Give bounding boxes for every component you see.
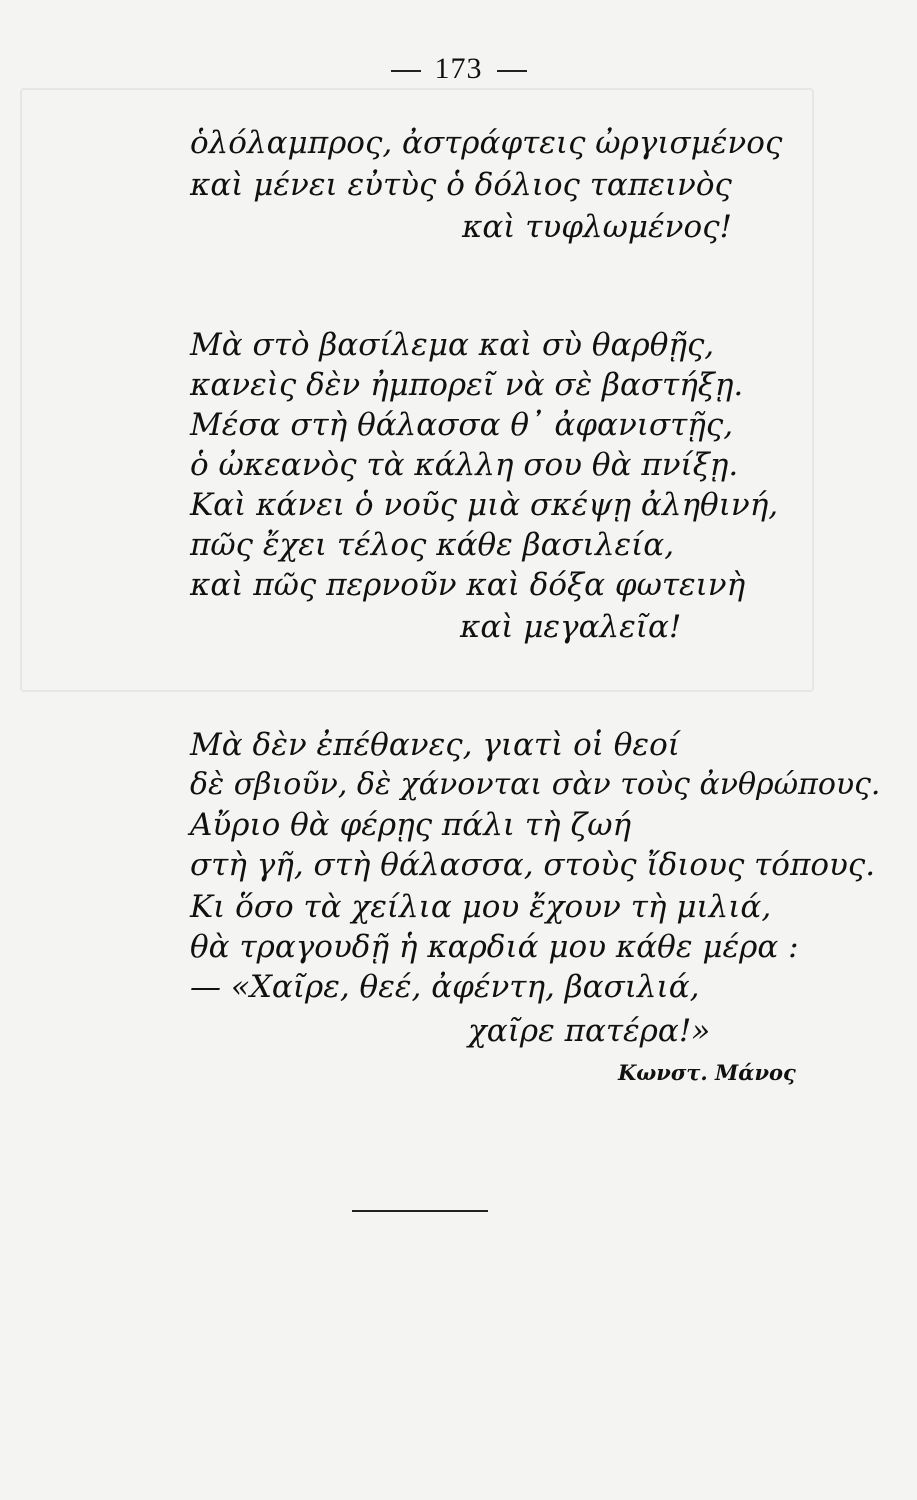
poem-line: Μὰ στὸ βασίλεμα καὶ σὺ θαρθῇς,: [190, 327, 715, 363]
poem-line: — «Χαῖρε, θεέ, ἀφέντη, βασιλιά,: [190, 969, 700, 1005]
poem-line: ὁ ὠκεανὸς τὰ κάλλη σου θὰ πνίξῃ.: [190, 447, 739, 483]
poem-line: θὰ τραγουδῇ ἡ καρδιά μου κάθε μέρα :: [190, 929, 799, 965]
poem-line: ὁλόλαμπρος, ἀστράφτεις ὠργισμένος: [190, 125, 783, 161]
page-number: [0, 52, 917, 86]
poem-line: καὶ πῶς περνοῦν καὶ δόξα φωτεινὴ: [190, 567, 746, 603]
author-signature: Κωνστ. Μάνος: [618, 1060, 796, 1085]
poem-line: καὶ μεγαλεῖα!: [460, 609, 682, 645]
poem-line: Μὰ δὲν ἐπέθανες, γιατὶ οἱ θεοί: [190, 727, 680, 763]
poem-line: χαῖρε πατέρα!»: [468, 1013, 711, 1049]
section-rule: [352, 1210, 488, 1212]
page-number-value: 173: [434, 52, 483, 85]
poem-line: Μέσα στὴ θάλασσα θ᾿ ἀφανιστῇς,: [190, 407, 734, 443]
poem-line: καὶ μένει εὐτὺς ὁ δόλιος ταπεινὸς: [190, 167, 732, 203]
page-number-left-dash: [391, 70, 421, 72]
poem-line: δὲ σβιοῦν, δὲ χάνονται σὰν τοὺς ἀνθρώπους.: [190, 767, 881, 802]
page-number-right-dash: [497, 70, 527, 72]
poem-line: Κι ὅσο τὰ χείλια μου ἔχουν τὴ μιλιά,: [190, 889, 772, 925]
poem-line: καὶ τυφλωμένος!: [462, 209, 733, 245]
poem-line: στὴ γῆ, στὴ θάλασσα, στοὺς ἴδιους τόπους.: [190, 847, 876, 883]
poem-line: πῶς ἔχει τέλος κάθε βασιλεία,: [190, 527, 675, 563]
poem-line: Καὶ κάνει ὁ νοῦς μιὰ σκέψῃ ἀληθινή,: [190, 487, 779, 523]
poem-line: κανεὶς δὲν ἠμπορεῖ νὰ σὲ βαστήξῃ.: [190, 367, 744, 403]
poem-line: Αὔριο θὰ φέρῃς πάλι τὴ ζωή: [190, 807, 632, 843]
